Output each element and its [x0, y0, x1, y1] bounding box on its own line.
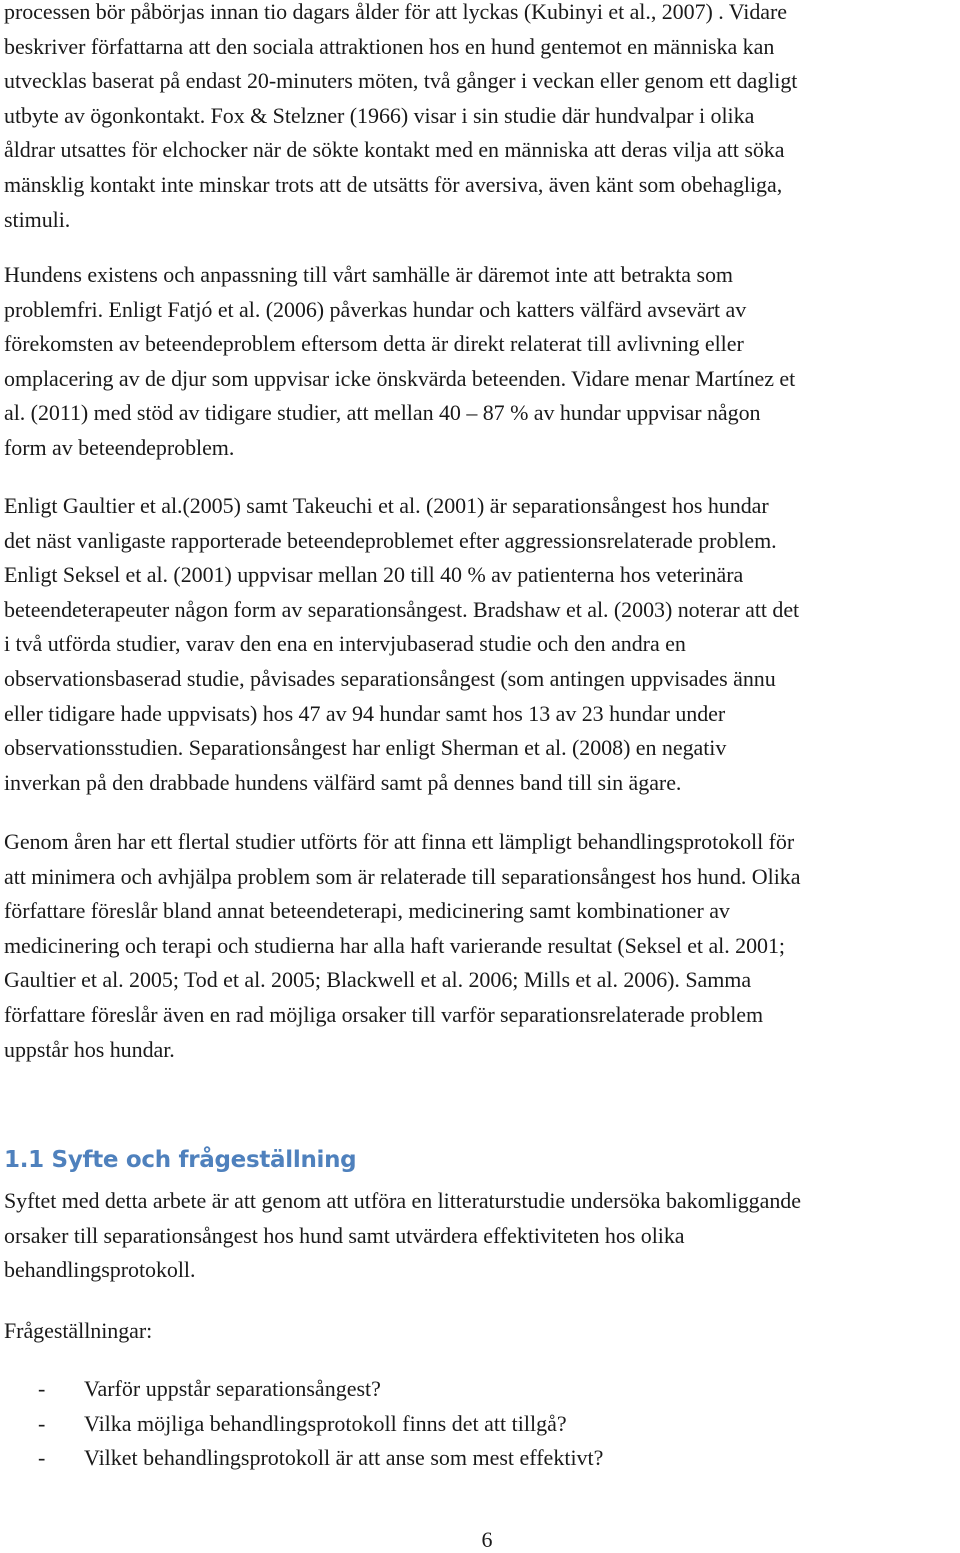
page-number: 6 — [481, 1527, 493, 1552]
section-heading: 1.1 Syfte och frågeställning — [4, 1147, 357, 1173]
body-paragraph-2: Hundens existens och anpassning till vårt samhälle är däremot inte att betrakta som problemfri. Enligt Fatjó et al. (2006) påverkas hundar och katters välfärd avsevärt av förekomsten av beteendeproblem eftersom detta är direkt relaterat till avlivning eller omplacering av de djur som uppvisar icke önskvärda beteenden. Vidare menar Martínez et al. (2011) med stöd av tidigare studier, att mellan 40 – 87 % av hundar uppvisar någon form av beteendeproblem. — [4, 262, 796, 460]
body-paragraph-3: Enligt Gaultier et al.(2005) samt Takeuchi et al. (2001) är separationsångest hos hundar det näst vanligaste rapporterade beteendeproblemet efter aggressionsrelaterade problem. Enligt Seksel et al. (2001) uppvisar mellan 20 till 40 % av patienterna hos veterinära beteendeterapeuter någon form av separationsångest. Bradshaw et al. (2003) noterar att det i två utförda studier, varav den ena en intervjubaserad studie och den andra en observationsbaserad studie, påvisades separationsångest (som antingen uppvisades ännu eller tidigare hade uppvisats) hos 47 av 94 hundar samt hos 13 av 23 hundar under observationsstudien. Separationsångest har enligt Sherman et al. (2008) en negativ inverkan på den drabbade hundens välfärd samt på dennes band till sin ägare. — [4, 493, 800, 795]
questions-label: Frågeställningar: — [4, 1318, 153, 1343]
list-dash: - — [38, 1376, 46, 1401]
question-item — [4, 1441, 603, 1476]
list-dash: - — [38, 1445, 46, 1471]
question-text: Vilka möjliga behandlingsprotokoll finns det att tillgå? — [84, 1410, 567, 1436]
question-text: Varför uppstår separationsångest? — [84, 1376, 381, 1401]
question-text: Vilket behandlingsprotokoll är att anse som mest effektivt? — [84, 1445, 604, 1471]
question-item — [4, 1407, 603, 1442]
body-paragraph-4: Genom åren har ett flertal studier utförts för att finna ett lämpligt behandlingsprotokoll för att minimera och avhjälpa problem som är relaterade till separationsångest hos hund. Olika författare föreslår bland annat beteendeterapi, medicinering samt kombinationer av medicinering och terapi och studierna har alla haft varierande resultat (Seksel et al. 2001; Gaultier et al. 2005; Tod et al. 2005; Blackwell et al. 2006; Mills et al. 2006). Samma författare föreslår även en rad möjliga orsaker till varför separationsrelaterade problem uppstår hos hundar. — [4, 829, 801, 1062]
list-dash: - — [38, 1410, 46, 1436]
questions-list — [4, 1372, 603, 1476]
body-paragraph-1: processen bör påbörjas innan tio dagars ålder för att lyckas (Kubinyi et al., 2007) . Vidare beskriver författarna att den sociala attraktionen hos en hund gentemot en människa kan utvecklas baserat på endast 20-minuters möten, två gånger i veckan eller genom ett dagligt utbyte av ögonkontakt. Fox & Stelzner (1966) visar i sin studie där hundvalpar i olika åldrar utsattes för elchocker när de sökte kontakt med en människa att deras vilja att söka mänsklig kontakt inte minskar trots att de utsätts för aversiva, även känt som obehagliga, stimuli. — [4, 0, 798, 232]
purpose-paragraph: Syftet med detta arbete är att genom att utföra en litteraturstudie undersöka bakomliggande orsaker till separationsångest hos hund samt utvärdera effektiviteten hos olika behandlingsprotokoll. — [4, 1188, 801, 1283]
question-item — [4, 1372, 603, 1407]
